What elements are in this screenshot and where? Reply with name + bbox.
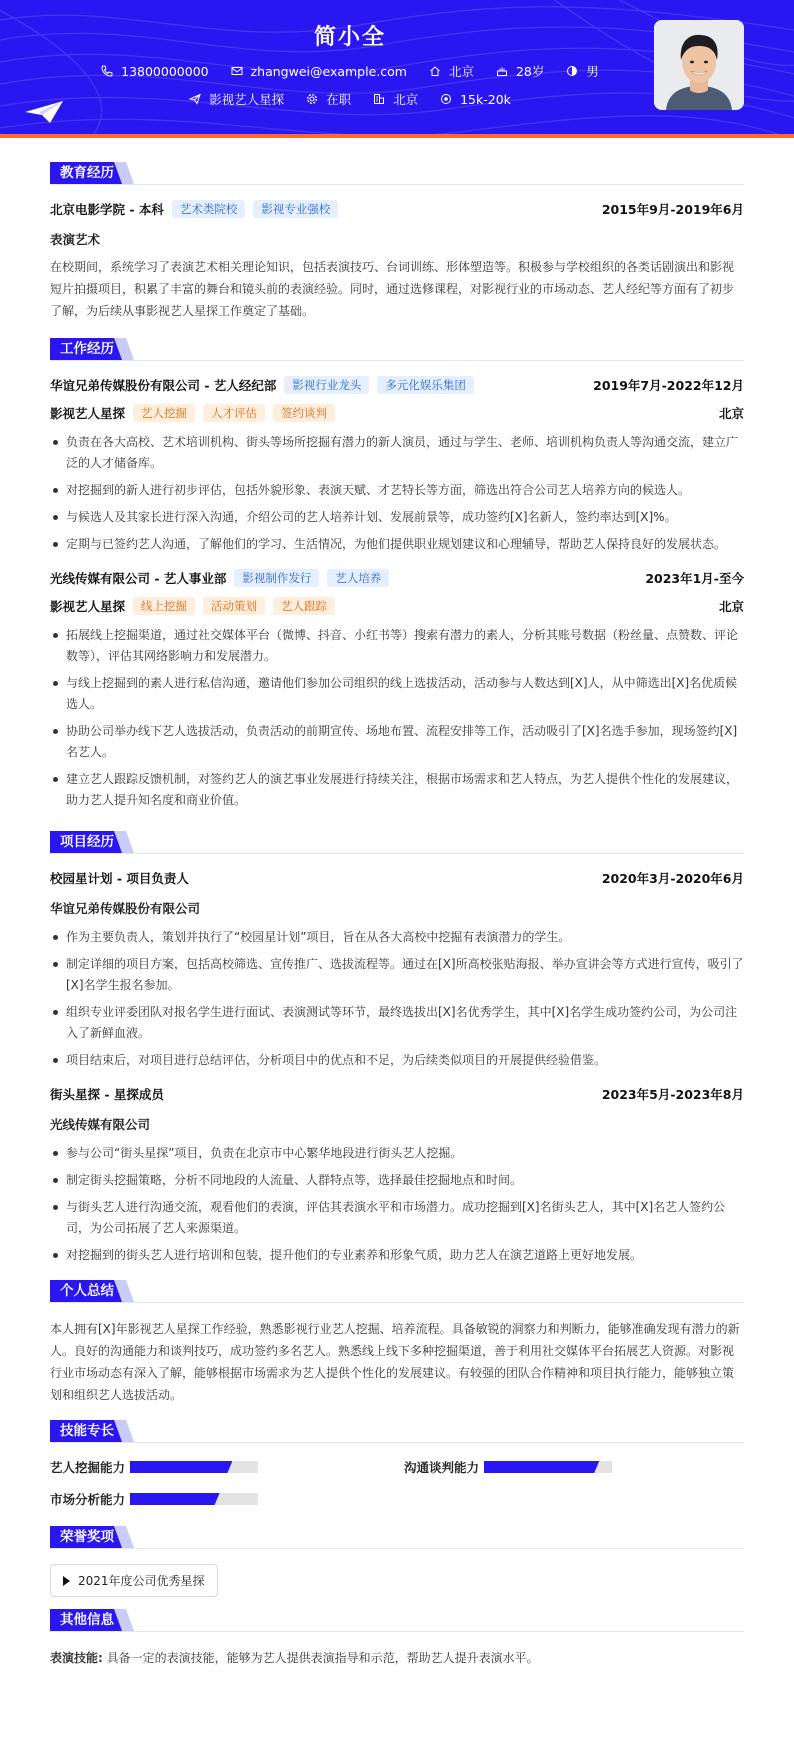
school-tag: 影视专业强校 xyxy=(253,200,338,218)
section-title: 荣誉奖项 xyxy=(50,1526,124,1548)
summary-text: 本人拥有[X]年影视艺人星探工作经验，熟悉影视行业艺人挖掘、培养流程。具备敏锐的洞察力和判断力，能够准确发现有潜力的新人。良好的沟通能力和谈判技巧，成功签约多名艺人。熟悉线上线下多种挖掘渠道，善于利用社交媒体平台拓展艺人资源。对影视行业市场动态有深入了解，能够根据市场需求为艺人提供个性化的发展建议。有较强的团队合作精神和项目执行能力，能够独立策划和组织艺人选拔活动。 xyxy=(50,1322,740,1402)
candidate-name: 简小全 xyxy=(313,25,386,50)
gender-text: 男 xyxy=(586,64,599,79)
job-entry xyxy=(50,569,744,811)
skill-list xyxy=(50,1458,744,1508)
contact-age xyxy=(496,62,544,80)
salary-text: 15k-20k xyxy=(460,91,511,107)
intent-position xyxy=(189,90,284,108)
list-item: 对挖掘到的街头艺人进行培训和包装，提升他们的专业素养和形象气质，助力艺人在演艺道路上更好地发展。 xyxy=(50,1245,744,1266)
status-text: 在职 xyxy=(326,92,352,107)
gear-icon xyxy=(306,93,318,105)
skill-item xyxy=(50,1490,404,1508)
contact-phone xyxy=(101,64,208,79)
role-tag: 人才评估 xyxy=(203,404,265,422)
section-title: 教育经历 xyxy=(50,162,124,184)
header-accent-line xyxy=(0,134,794,138)
section-header xyxy=(50,1609,744,1633)
list-item: 协助公司举办线下艺人选拔活动，负责活动的前期宣传、场地布置、流程安排等工作，活动吸引了[X]名选手参加，现场签约[X]名艺人。 xyxy=(50,721,744,763)
skill-item xyxy=(50,1458,404,1476)
skill-bar xyxy=(484,1461,612,1473)
company-tag: 艺人培养 xyxy=(327,569,389,587)
company-tag: 多元化娱乐集团 xyxy=(377,376,474,394)
coin-icon xyxy=(440,93,452,105)
list-item: 建立艺人跟踪反馈机制，对签约艺人的演艺事业发展进行持续关注，根据市场需求和艺人特点，为艺人提供个性化的发展建议，助力艺人提升知名度和商业价值。 xyxy=(50,769,744,811)
paper-plane-icon xyxy=(24,100,64,124)
job-city: 北京 xyxy=(718,599,744,614)
resume-body xyxy=(50,162,744,1669)
intent-city-text: 北京 xyxy=(393,92,419,107)
skill-name: 艺人挖掘能力 xyxy=(50,1460,126,1475)
project-details xyxy=(50,1143,744,1266)
project-entry xyxy=(50,869,744,1071)
project-org: 光线传媒有限公司 xyxy=(50,1117,151,1132)
skill-bar-fill xyxy=(130,1493,220,1505)
job-date: 2019年7月-2022年12月 xyxy=(593,378,744,393)
contact-city xyxy=(429,62,474,80)
awards-section xyxy=(50,1526,744,1597)
list-item: 组织专业评委团队对报名学生进行面试、表演测试等环节，最终选拔出[X]名优秀学生，其中[X]名学生成功签约公司，为公司注入了新鲜血液。 xyxy=(50,1002,744,1044)
project-details xyxy=(50,927,744,1071)
age-text: 28岁 xyxy=(515,64,545,79)
mail-icon xyxy=(231,65,243,77)
project-name: 校园星计划 - 项目负责人 xyxy=(50,871,189,886)
intent-city xyxy=(373,90,418,108)
work-section xyxy=(50,338,744,811)
list-item: 对挖掘到的新人进行初步评估，包括外貌形象、表演天赋、才艺特长等方面，筛选出符合公司艺人培养方向的候选人。 xyxy=(50,480,744,501)
education-date: 2015年9月-2019年6月 xyxy=(601,202,744,217)
company-name: 光线传媒有限公司 - 艺人事业部 xyxy=(50,571,227,586)
avatar xyxy=(654,20,744,110)
play-icon xyxy=(63,1576,70,1586)
email-text: zhangwei@example.com xyxy=(250,63,407,79)
school-name: 北京电影学院 - 本科 xyxy=(50,202,164,217)
role-tag: 活动策划 xyxy=(203,597,265,615)
section-header xyxy=(50,831,744,855)
home-icon xyxy=(429,65,441,77)
skill-item xyxy=(404,1458,744,1476)
project-date: 2023年5月-2023年8月 xyxy=(601,1087,744,1102)
role-tag: 艺人挖掘 xyxy=(133,404,195,422)
contact-email xyxy=(231,64,407,79)
cake-icon xyxy=(496,65,508,77)
job-entry xyxy=(50,376,744,555)
list-item: 拓展线上挖掘渠道，通过社交媒体平台（微博、抖音、小红书等）搜索有潜力的素人，分析其账号数据（粉丝量、点赞数、评论数等），评估其网络影响力和发展潜力。 xyxy=(50,625,744,667)
intent-salary xyxy=(440,92,511,107)
list-item: 负责在各大高校、艺术培训机构、街头等场所挖掘有潜力的新人演员，通过与学生、老师、培训机构负责人等沟通交流，建立广泛的人才储备库。 xyxy=(50,432,744,474)
company-tag: 影视制作发行 xyxy=(234,569,319,587)
list-item: 与候选人及其家长进行深入沟通，介绍公司的艺人培养计划、发展前景等，成功签约[X]名新人，签约率达到[X]%。 xyxy=(50,507,744,528)
list-item: 定期与已签约艺人沟通，了解他们的学习、生活情况，为他们提供职业规划建议和心理辅导，帮助艺人保持良好的发展状态。 xyxy=(50,534,744,555)
list-item: 项目结束后，对项目进行总结评估，分析项目中的优点和不足，为后续类似项目的开展提供经验借鉴。 xyxy=(50,1050,744,1071)
skill-bar-fill xyxy=(130,1461,232,1473)
role-tag: 线上挖掘 xyxy=(133,597,195,615)
school-tag: 艺术类院校 xyxy=(172,200,246,218)
award-chip xyxy=(50,1564,218,1597)
role-tag: 签约谈判 xyxy=(273,404,335,422)
contact-row xyxy=(0,62,700,80)
list-item: 参与公司“街头星探”项目，负责在北京市中心繁华地段进行街头艺人挖掘。 xyxy=(50,1143,744,1164)
job-role: 影视艺人星探 xyxy=(50,599,126,614)
job-city: 北京 xyxy=(718,406,744,421)
phone-icon xyxy=(101,65,113,77)
job-duties xyxy=(50,432,744,555)
section-title: 其他信息 xyxy=(50,1609,124,1631)
job-role: 影视艺人星探 xyxy=(50,406,126,421)
other-info xyxy=(50,1647,744,1669)
role-tag: 艺人跟踪 xyxy=(273,597,335,615)
other-label: 表演技能: xyxy=(50,1651,103,1665)
building-icon xyxy=(373,93,385,105)
summary-section xyxy=(50,1280,744,1406)
contact-gender xyxy=(566,62,599,80)
other-text: 具备一定的表演技能，能够为艺人提供表演指导和示范，帮助艺人提升表演水平。 xyxy=(106,1651,539,1665)
skills-section xyxy=(50,1420,744,1508)
intent-status xyxy=(306,90,351,108)
list-item: 作为主要负责人，策划并执行了“校园星计划”项目，旨在从各大高校中挖掘有表演潜力的学生。 xyxy=(50,927,744,948)
skill-name: 市场分析能力 xyxy=(50,1492,126,1507)
list-item: 制定街头挖掘策略，分析不同地段的人流量、人群特点等，选择最佳挖掘地点和时间。 xyxy=(50,1170,744,1191)
project-name: 街头星探 - 星探成员 xyxy=(50,1087,164,1102)
section-header xyxy=(50,1280,744,1304)
company-name: 华谊兄弟传媒股份有限公司 - 艺人经纪部 xyxy=(50,378,277,393)
skill-bar xyxy=(130,1493,258,1505)
list-item: 制定详细的项目方案，包括高校筛选、宣传推广、选拔流程等。通过在[X]所高校张贴海报、举办宣讲会等方式进行宣传，吸引了[X]名学生报名参加。 xyxy=(50,954,744,996)
city-text: 北京 xyxy=(448,64,474,79)
projects-section xyxy=(50,831,744,1266)
section-title: 个人总结 xyxy=(50,1280,124,1302)
phone-text: 13800000000 xyxy=(121,63,209,79)
gender-icon xyxy=(566,65,578,77)
resume-header xyxy=(0,0,794,138)
education-description: 在校期间，系统学习了表演艺术相关理论知识，包括表演技巧、台词训练、形体塑造等。积极参与学校组织的各类话剧演出和影视短片拍摄项目，积累了丰富的舞台和镜头前的表演经验。同时，通过选修课程，对影视行业的市场动态、艺人经纪等方面有了初步了解，为后续从事影视艺人星探工作奠定了基础。 xyxy=(50,260,735,318)
section-header xyxy=(50,338,744,362)
send-icon xyxy=(189,93,201,105)
section-title: 技能专长 xyxy=(50,1420,124,1442)
award-text: 2021年度公司优秀星探 xyxy=(78,1574,205,1588)
intent-row xyxy=(0,90,700,108)
section-title: 工作经历 xyxy=(50,338,124,360)
skill-bar xyxy=(130,1461,258,1473)
position-text: 影视艺人星探 xyxy=(209,92,285,107)
other-section xyxy=(50,1609,744,1669)
project-org: 华谊兄弟传媒股份有限公司 xyxy=(50,901,201,916)
project-date: 2020年3月-2020年6月 xyxy=(601,871,744,886)
skill-name: 沟通谈判能力 xyxy=(404,1460,480,1475)
list-item: 与街头艺人进行沟通交流，观看他们的表演，评估其表演水平和市场潜力。成功挖掘到[X]名街头艺人，其中[X]名艺人签约公司，为公司拓展了艺人来源渠道。 xyxy=(50,1197,744,1239)
list-item: 与线上挖掘到的素人进行私信沟通，邀请他们参加公司组织的线上选拔活动，活动参与人数达到[X]人，从中筛选出[X]名优质候选人。 xyxy=(50,673,744,715)
section-header xyxy=(50,1420,744,1444)
job-date: 2023年1月-至今 xyxy=(645,571,744,586)
major: 表演艺术 xyxy=(50,232,101,247)
education-section xyxy=(50,162,744,322)
job-duties xyxy=(50,625,744,811)
section-header xyxy=(50,1526,744,1550)
project-entry xyxy=(50,1085,744,1266)
skill-bar-fill xyxy=(484,1461,599,1473)
section-title: 项目经历 xyxy=(50,831,124,853)
section-header xyxy=(50,162,744,186)
company-tag: 影视行业龙头 xyxy=(284,376,369,394)
profile-photo xyxy=(654,20,744,110)
